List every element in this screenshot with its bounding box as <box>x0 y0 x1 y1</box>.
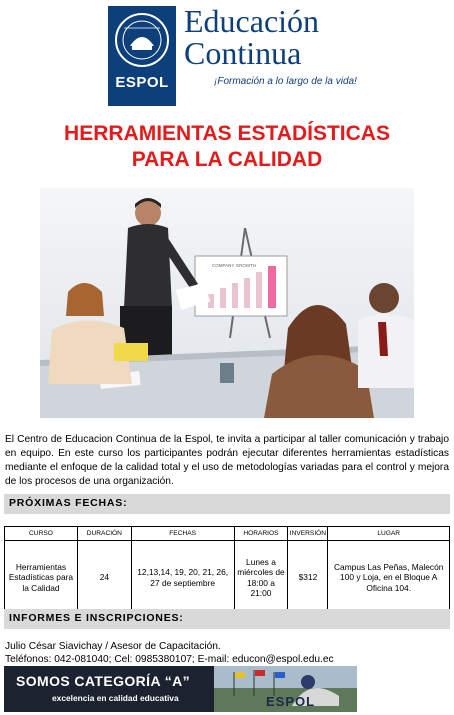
table-row <box>5 541 450 615</box>
schedule-table <box>4 526 450 615</box>
cell-curso: Herramientas Estadísticas para la Calidad <box>5 541 78 615</box>
meeting-photo <box>40 188 414 418</box>
registration-heading: INFORMES E INSCRIPCIONES: <box>4 609 450 629</box>
banner-headline: SOMOS CATEGORÍA “A” <box>16 673 191 689</box>
column-header: FECHAS <box>131 527 234 541</box>
contact-info <box>5 640 334 666</box>
cell-inversion: $312 <box>288 541 328 615</box>
course-title-line1: HERRAMIENTAS ESTADÍSTICAS <box>64 122 390 145</box>
category-banner <box>4 666 357 712</box>
cell-horarios: Lunes a miércoles de 18:00 a 21:00 <box>234 541 288 615</box>
cell-fechas: 12,13,14, 19, 20, 21, 26, 27 de septiembre <box>131 541 234 615</box>
cell-lugar: Campus Las Peñas, Malecón 100 y Loja, en el Bloque A Oficina 104. <box>328 541 450 615</box>
course-title <box>0 121 454 173</box>
chart-caption: COMPANY GROWTH <box>212 263 257 268</box>
intro-paragraph: El Centro de Educacion Continua de la Espol, te invita a participar al taller comunicación y trabajo en equipo. En este curso los participantes podrán ejecutar diferentes herramientas estadísticas mediante el enfoque de la calidad total y el uso de metodologías variadas para el control y mejora de los procesos de una organización. <box>5 434 449 487</box>
header <box>0 0 454 110</box>
contact-person: Julio César Siavichay / Asesor de Capacitación. <box>5 641 221 652</box>
upcoming-dates-heading: PRÓXIMAS FECHAS: <box>4 494 450 514</box>
meeting-illustration <box>40 188 414 418</box>
course-title-line2: PARA LA CALIDAD <box>131 148 323 171</box>
table-header-row <box>5 527 450 541</box>
banner-subline: excelencia en calidad educativa <box>52 693 179 703</box>
brand-name-line1: Educación <box>184 3 320 39</box>
brand-tagline: ¡Formación a lo largo de la vida! <box>214 76 357 87</box>
column-header: INVERSIÓN <box>288 527 328 541</box>
seal-icon <box>108 6 176 106</box>
column-header: LUGAR <box>328 527 450 541</box>
cell-duracion: 24 <box>77 541 131 615</box>
column-header: HORARIOS <box>234 527 288 541</box>
brand-name-line2: Continua <box>184 35 302 71</box>
logo-espol-label: ESPOL <box>115 74 169 91</box>
campus-sign: ESPOL <box>266 694 316 709</box>
contact-phones-email: Teléfonos: 042-081040; Cel: 0985380107; E-mail: educon@espol.edu.ec <box>5 654 334 665</box>
column-header: CURSO <box>5 527 78 541</box>
espol-logo <box>108 6 176 106</box>
column-header: DURACIÓN <box>77 527 131 541</box>
